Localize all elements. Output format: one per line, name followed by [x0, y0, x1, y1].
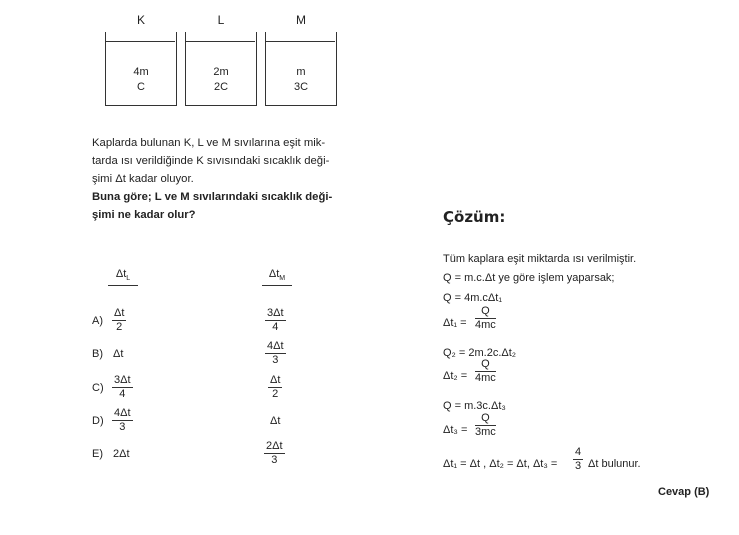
- option-c-l-value[interactable]: $\frac{3\Delta t}{4}$: [114, 374, 131, 400]
- question-prompt: Buna göre; L ve M sıvılarındaki sıcaklık deği-: [92, 191, 333, 203]
- option-e-label[interactable]: E): [92, 448, 103, 460]
- container-m-heat-capacity: 3C: [293, 81, 309, 93]
- final-result-text: Δt₁ = Δt , Δt₂ = Δt, Δt₃ =: [443, 458, 558, 470]
- container-m: [265, 32, 337, 107]
- equation-3-fraction: $\frac{Q}{3mc}$: [475, 412, 496, 438]
- option-a-m-value[interactable]: $\frac{3\Delta t}{4}$: [267, 307, 284, 333]
- solution-line: Q₂ = 2m.2c.Δt₂: [443, 347, 517, 359]
- option-c-m-value[interactable]: $\frac{\Delta t}{2}$: [270, 374, 281, 400]
- question-line: tarda ısı verildiğinde K sıvısındaki sıcaklık deği-: [92, 155, 330, 167]
- answer-label: Cevap (B): [658, 486, 710, 498]
- question-body: [92, 134, 378, 224]
- option-b-label[interactable]: B): [92, 348, 103, 360]
- option-e-m-value[interactable]: $\frac{2\Delta t}{3}$: [266, 440, 283, 466]
- final-result-fraction: $\frac{4}{3}$: [575, 446, 582, 472]
- container-l-heat-capacity: 2C: [213, 81, 229, 93]
- option-e-l-value[interactable]: 2Δt: [113, 448, 130, 460]
- equation-3-lhs: Δt₃ =: [443, 424, 468, 436]
- option-a-label[interactable]: A): [92, 315, 103, 327]
- equation-1-lhs: Δt₁ =: [443, 317, 467, 329]
- container-label-l: L: [217, 13, 225, 27]
- equation-2-lhs: Δt₂ =: [443, 370, 468, 382]
- container-k-mass: 4m: [133, 66, 149, 78]
- liquid-surface: [106, 41, 175, 42]
- equation-1-fraction: $\frac{Q}{4mc}$: [475, 305, 496, 331]
- column-header-l: $\Delta t_L$: [115, 268, 131, 283]
- option-d-l-value[interactable]: $\frac{4\Delta t}{3}$: [114, 407, 131, 433]
- container-label-k: K: [136, 13, 145, 27]
- solution-line: Tüm kaplara eşit miktarda ısı verilmiştir.: [443, 253, 637, 265]
- option-d-m-value[interactable]: Δt: [270, 415, 281, 427]
- solution-line: Q = m.c.Δt ye göre işlem yaparsak;: [443, 272, 615, 284]
- solution-line: Q = 4m.cΔt₁: [443, 292, 503, 304]
- question-line: şimi Δt kadar oluyor.: [92, 173, 194, 185]
- column-header-rule: [108, 285, 138, 286]
- container-l-mass: 2m: [213, 66, 229, 78]
- liquid-surface: [186, 41, 255, 42]
- container-label-m: M: [296, 13, 306, 27]
- option-b-m-value[interactable]: $\frac{4\Delta t}{3}$: [267, 340, 284, 366]
- option-a-l-value[interactable]: $\frac{\Delta t}{2}$: [114, 307, 125, 333]
- column-header-rule: [262, 285, 292, 286]
- equation-2-fraction: $\frac{Q}{4mc}$: [475, 358, 496, 384]
- option-b-l-value[interactable]: Δt: [113, 348, 124, 360]
- option-d-label[interactable]: D): [92, 415, 104, 427]
- solution-line: Q = m.3c.Δt₃: [443, 400, 506, 412]
- container-m-mass: m: [296, 66, 306, 78]
- container-k-heat-capacity: C: [137, 81, 145, 93]
- solution-title: Çözüm:: [443, 208, 506, 226]
- final-result-suffix: Δt bulunur.: [588, 458, 641, 470]
- container-l: [185, 32, 257, 107]
- column-header-m: $\Delta t_M$: [268, 268, 286, 283]
- question-line: Kaplarda bulunan K, L ve M sıvılarına eşit mik-: [92, 137, 326, 149]
- liquid-surface: [266, 41, 335, 42]
- container-k: [105, 32, 177, 107]
- option-c-label[interactable]: C): [92, 382, 104, 394]
- question-prompt: şimi ne kadar olur?: [92, 209, 196, 221]
